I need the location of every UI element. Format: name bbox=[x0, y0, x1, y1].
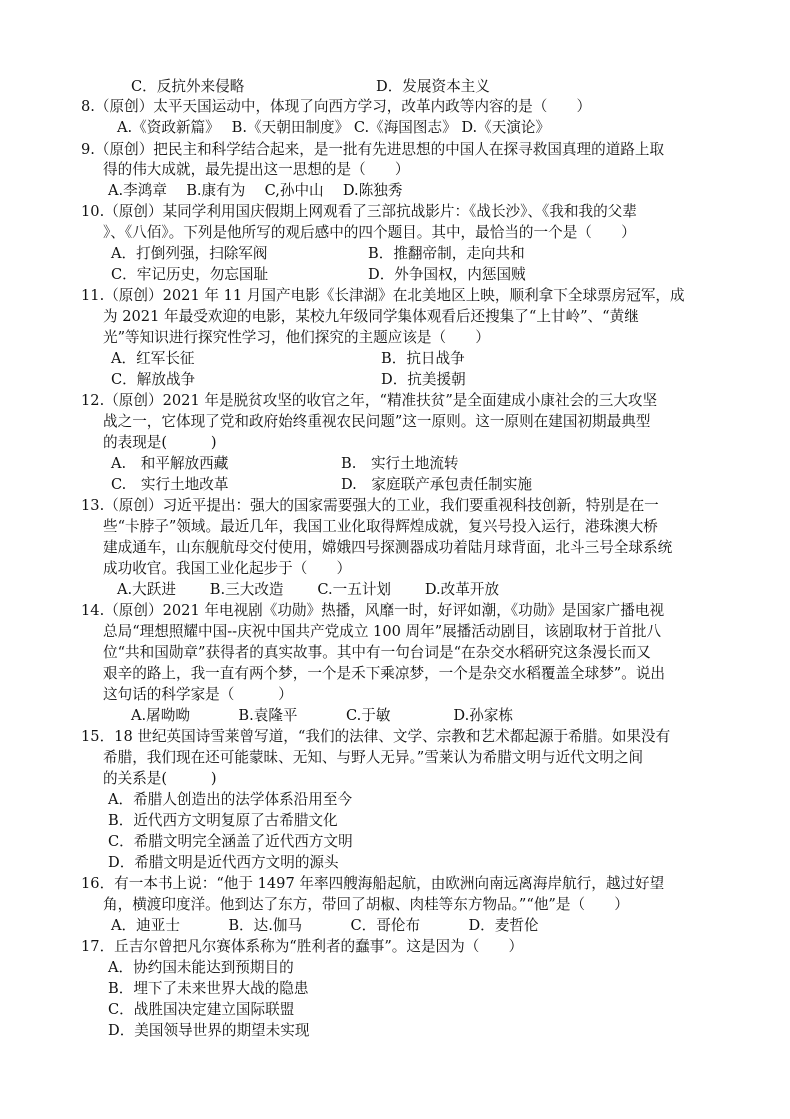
question-13-cont-3: 成功收官。我国工业化起步于（ ） bbox=[103, 560, 352, 577]
option-c-q17: C．战胜国决定建立国际联盟 bbox=[108, 1001, 295, 1018]
question-8-options: A.《资政新篇》 B.《天朝田制度》 C.《海国图志》 D.《天演论》 bbox=[117, 119, 551, 136]
question-14: 14.（原创）2021 年电视剧《功勋》热播，风靡一时，好评如潮，《功勋》是国家广播电视 bbox=[81, 602, 665, 619]
question-14-cont-4: 这句话的科学家是（ ） bbox=[103, 686, 293, 703]
option-a-q11: A．红军长征 bbox=[111, 350, 195, 367]
option-d-q10: D．外争国权，内惩国贼 bbox=[368, 266, 526, 283]
option-c-q15: C．希腊文明完全涵盖了近代西方文明 bbox=[108, 833, 353, 850]
option-c-q10: C．牢记历史，勿忘国耻 bbox=[111, 266, 269, 283]
question-16: 16．有一本书上说：“他于 1497 年率四艘海船起航，由欧洲向南远离海岸航行，越过好望 bbox=[81, 875, 665, 892]
question-8: 8.（原创）太平天国运动中，体现了向西方学习，改革内政等内容的是（ ） bbox=[81, 98, 592, 115]
option-d-q17: D．美国领导世界的期望未实现 bbox=[108, 1022, 310, 1039]
question-10-cont: 》、《八佰》。下列是他所写的观后感中的四个题目。其中，最恰当的一个是（ ） bbox=[103, 224, 636, 241]
option-b-q17: B．埋下了未来世界大战的隐患 bbox=[108, 980, 309, 997]
option-d-q11: D．抗美援朝 bbox=[381, 371, 466, 388]
question-11-cont-2: 光”等知识进行探究性学习，他们探究的主题应该是（ ） bbox=[103, 329, 490, 346]
question-14-cont-3: 艰辛的路上，我一直有两个梦，一个是禾下乘凉梦，一个是杂交水稻覆盖全球梦”。说出 bbox=[103, 665, 666, 682]
option-c-q11: C．解放战争 bbox=[111, 371, 196, 388]
option-c-q12: C. 实行土地改革 bbox=[111, 476, 229, 493]
option-b-q10: B．推翻帝制，走向共和 bbox=[368, 245, 525, 262]
option-d-q7: D．发展资本主义 bbox=[376, 78, 490, 95]
question-14-options: A.屠呦呦 B.袁隆平 C.于敏 D.孙家栋 bbox=[131, 707, 514, 724]
question-15-cont-2: 的关系是( ) bbox=[103, 770, 217, 787]
question-10: 10.（原创）某同学利用国庆假期上网观看了三部抗战影片：《战长沙》、《我和我的父辈 bbox=[81, 203, 637, 220]
question-9-cont: 得的伟大成就，最先提出这一思想的是（ ） bbox=[103, 161, 410, 178]
option-d-q12: D. 家庭联产承包责任制实施 bbox=[341, 476, 532, 493]
option-b-q11: B．抗日战争 bbox=[381, 350, 465, 367]
question-11: 11.（原创）2021 年 11 月国产电影《长津湖》在北美地区上映，顺利拿下全球票房冠军，成 bbox=[81, 287, 685, 304]
question-11-cont-1: 为 2021 年最受欢迎的电影，某校九年级同学集体观看后还搜集了“上甘岭”、“黄继 bbox=[103, 308, 639, 325]
question-13-cont-1: 些“卡脖子”领域。最近几年，我国工业化取得辉煌成就，复兴号投入运行，港珠澳大桥 bbox=[103, 518, 658, 535]
question-16-options: A．迪亚士 B．达.伽马 C．哥伦布 D．麦哲伦 bbox=[111, 917, 539, 934]
question-15: 15．18 世纪英国诗雪莱曾写道，“我们的法律、文学、宗教和艺术都起源于希腊。如果没有 bbox=[81, 728, 671, 745]
question-14-cont-2: 位“共和国勋章”获得者的真实故事。其中有一句台词是“在杂交水稻研究这条漫长而又 bbox=[103, 644, 651, 661]
question-13: 13.（原创）习近平提出：强大的国家需要强大的工业，我们要重视科技创新，特别是在一 bbox=[81, 497, 659, 514]
option-a-q17: A．协约国未能达到预期目的 bbox=[108, 959, 294, 976]
question-17: 17．丘吉尔曾把凡尔赛体系称为“胜利者的蠢事”。这是因为（ ） bbox=[81, 938, 524, 955]
option-b-q15: B．近代西方文明复原了古希腊文化 bbox=[108, 812, 338, 829]
question-12: 12.（原创）2021 年是脱贫攻坚的收官之年，“精准扶贫”是全面建成小康社会的三大攻坚 bbox=[81, 392, 658, 409]
option-b-q12: B. 实行土地流转 bbox=[341, 455, 459, 472]
question-9-options: A.李鸿章 B.康有为 C,孙中山 D.陈独秀 bbox=[108, 182, 403, 199]
option-c-q7: C．反抗外来侵略 bbox=[131, 78, 245, 95]
question-14-cont-1: 总局“理想照耀中国--庆祝中国共产党成立 100 周年”展播活动剧目，该剧取材于首批八 bbox=[103, 623, 662, 640]
option-a-q10: A．打倒列强，扫除军阀 bbox=[111, 245, 268, 262]
question-12-cont-1: 战之一，它体现了党和政府始终重视农民问题”这一原则。这一原则在建国初期最典型 bbox=[103, 413, 651, 430]
question-12-cont-2: 的表现是( ) bbox=[103, 434, 217, 451]
question-9: 9.（原创）把民主和科学结合起来，是一批有先进思想的中国人在探寻救国真理的道路上取 bbox=[81, 141, 665, 158]
question-13-cont-2: 建成通车，山东舰航母交付使用，嫦娥四号探测器成功着陆月球背面，北斗三号全球系统 bbox=[103, 539, 673, 556]
option-a-q15: A．希腊人创造出的法学体系沿用至今 bbox=[108, 791, 353, 808]
question-15-cont-1: 希腊，我们现在还可能蒙昧、无知、与野人无异。”雪莱认为希腊文明与近代文明之间 bbox=[103, 749, 644, 766]
question-13-options: A.大跃进 B.三大改造 C.一五计划 D.改革开放 bbox=[117, 581, 500, 598]
question-16-cont: 角，横渡印度洋。他到达了东方，带回了胡椒、肉桂等东方物品。”“他”是（ ） bbox=[103, 896, 629, 913]
option-d-q15: D．希腊文明是近代西方文明的源头 bbox=[108, 854, 339, 871]
option-a-q12: A. 和平解放西藏 bbox=[111, 455, 229, 472]
